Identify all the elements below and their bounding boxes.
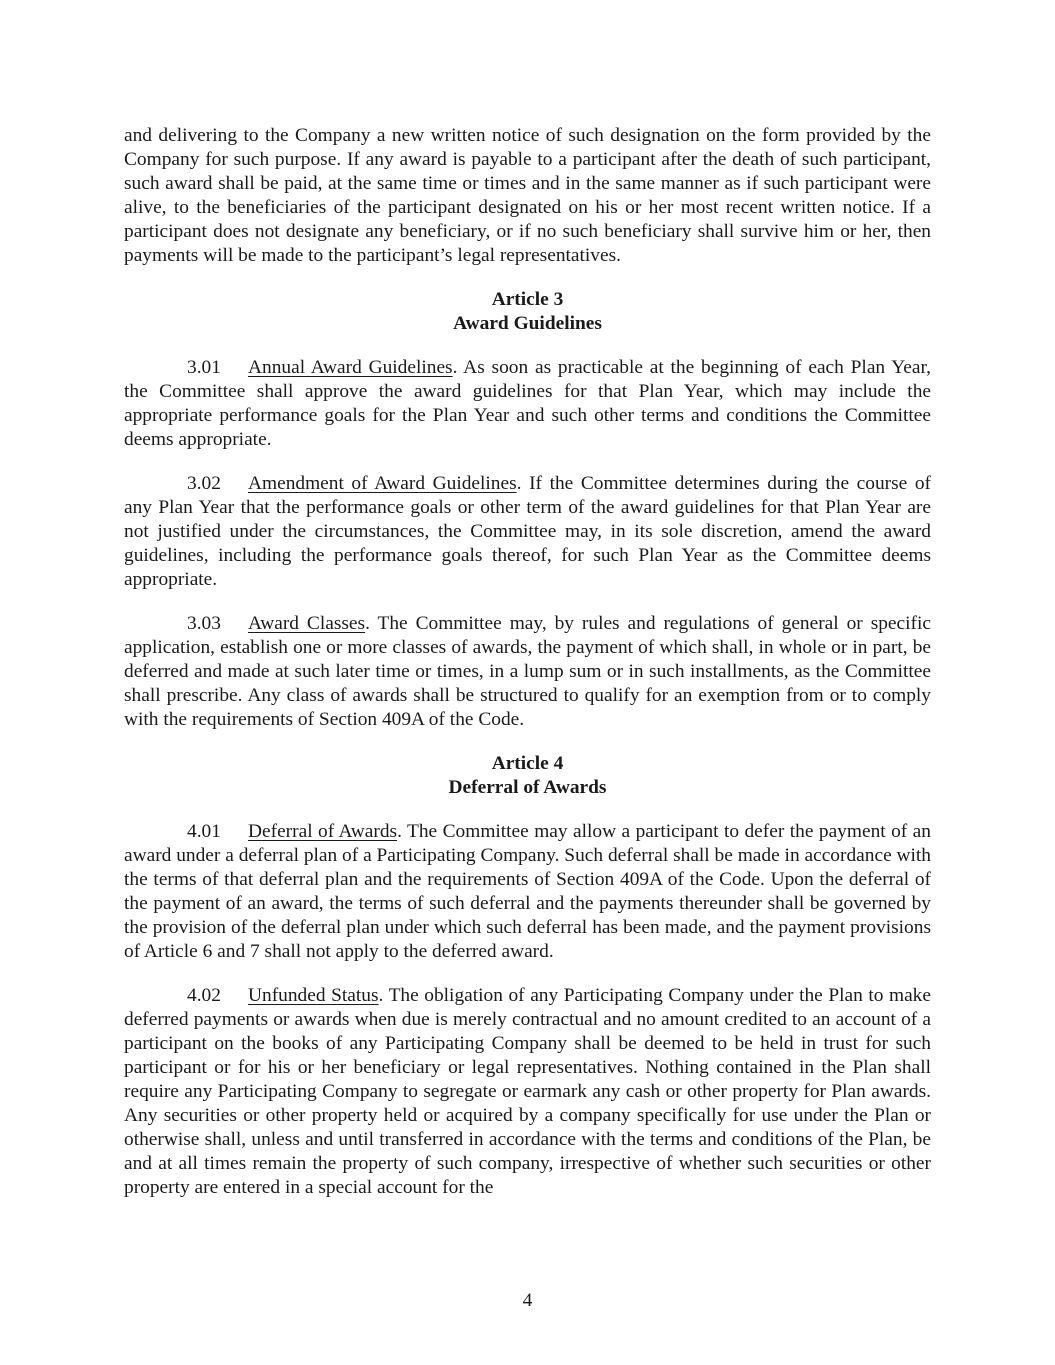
- section-number: 4.02: [187, 985, 221, 1006]
- section-text: . The Committee may, by rules and regulations of general or specific application, establish one or more classes of awards, the payment of which shall, in whole or in part, be deferred and made at such later time or times, in a lump sum or in such installments, as the Committee shall prescribe. Any class of awards shall be structured to qualify for an exemption from or to comply with the requirements of Section 409A of the Code.: [124, 613, 931, 730]
- article-4-title: Deferral of Awards: [448, 777, 607, 798]
- section-number: 4.01: [187, 821, 221, 842]
- section-4-02: [124, 984, 931, 1200]
- section-3-01: [124, 356, 931, 452]
- section-caption: Unfunded Status: [248, 985, 379, 1006]
- section-number: 3.02: [187, 473, 221, 494]
- continuation-paragraph: and delivering to the Company a new written notice of such designation on the form provided by the Company for such purpose. If any award is payable to a participant after the death of such participant, such award shall be paid, at the same time or times and in the same manner as if such participant were alive, to the beneficiaries of the participant designated on his or her most recent written notice. If a participant does not designate any beneficiary, or if no such beneficiary shall survive him or her, then payments will be made to the participant’s legal representatives.: [124, 125, 931, 266]
- section-text: . If the Committee determines during the course of any Plan Year that the performance goals or other term of the award guidelines for that Plan Year are not justified under the circumstances, the Committee may, in its sole discretion, amend the award guidelines, including the performance goals thereof, for such Plan Year as the Committee deems appropriate.: [124, 473, 931, 590]
- section-caption: Annual Award Guidelines: [248, 357, 453, 378]
- section-caption: Amendment of Award Guidelines: [248, 473, 517, 494]
- section-text: . The obligation of any Participating Company under the Plan to make deferred payments or awards when due is merely contractual and no amount credited to an account of a participant on the books of any Participating Company shall be deemed to be held in trust for such participant or for his or her beneficiary or legal representatives. Nothing contained in the Plan shall require any Participating Company to segregate or earmark any cash or other property for Plan awards. Any securities or other property held or acquired by a company specifically for use under the Plan or otherwise shall, unless and until transferred in accordance with the terms and conditions of the Plan, be and at all times remain the property of such company, irrespective of whether such securities or other property are entered in a special account for the: [124, 985, 931, 1198]
- document-page: [124, 124, 931, 1200]
- section-text: . As soon as practicable at the beginning of each Plan Year, the Committee shall approve the award guidelines for that Plan Year, which may include the appropriate performance goals for the Plan Year and such other terms and conditions the Committee deems appropriate.: [124, 357, 932, 450]
- section-4-01: [124, 820, 931, 964]
- article-4-heading: [124, 752, 931, 800]
- section-number: 3.01: [187, 357, 221, 378]
- section-number: 3.03: [187, 613, 221, 634]
- section-caption: Award Classes: [248, 613, 366, 634]
- article-4-number: Article 4: [491, 753, 564, 774]
- section-caption: Deferral of Awards: [248, 821, 398, 842]
- article-3-title: Award Guidelines: [453, 313, 602, 334]
- page-number: 4: [522, 1290, 533, 1311]
- article-3-number: Article 3: [491, 289, 564, 310]
- section-3-03: [124, 612, 931, 732]
- article-3-heading: [124, 288, 931, 336]
- section-3-02: [124, 472, 931, 592]
- section-text: . The Committee may allow a participant to defer the payment of an award under a deferral plan of a Participating Company. Such deferral shall be made in accordance with the terms of that deferral plan and the requirements of Section 409A of the Code. Upon the deferral of the payment of an award, the terms of such deferral and the payments thereunder shall be governed by the provision of the deferral plan under which such deferral has been made, and the payment provisions of Article 6 and 7 shall not apply to the deferred award.: [124, 821, 931, 962]
